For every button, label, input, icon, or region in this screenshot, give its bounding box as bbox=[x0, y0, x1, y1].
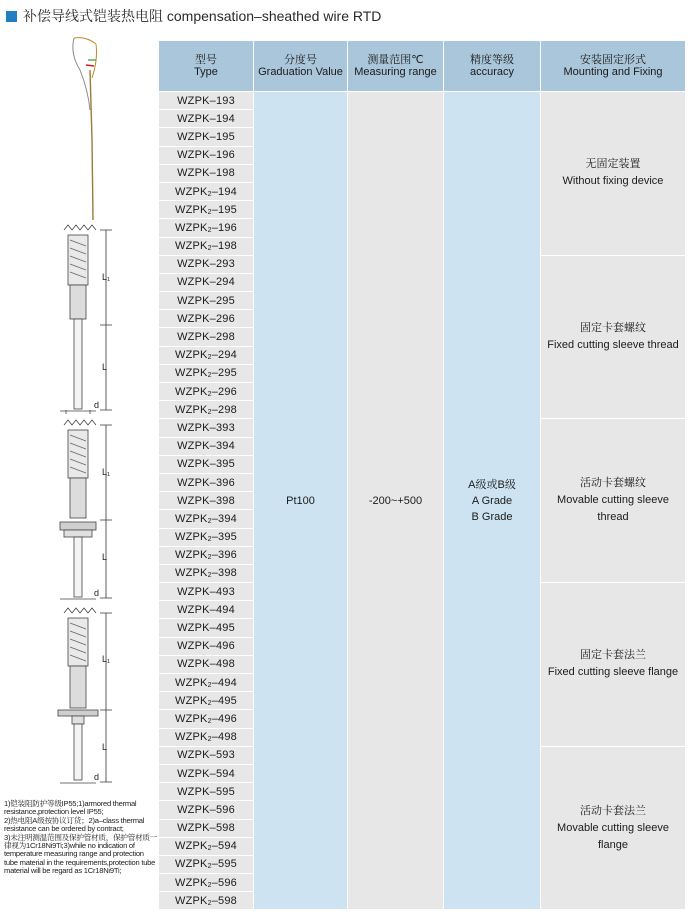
type-cell: WZPK–293 bbox=[159, 255, 254, 273]
header-type: 型号 Type bbox=[159, 41, 254, 92]
type-cell: $WZPK_2-594$ bbox=[159, 837, 254, 855]
footnote-3: 3)未注明测温范围及保护管材质，保护管材质一律视为1Cr18Ni9Ti;3)while no indication of temperature measuring range and protection tube material in the requirements,protection tube material will be regard as 1Cr18Ni9Ti; bbox=[4, 832, 158, 876]
type-cell: $WZPK_2-596$ bbox=[159, 874, 254, 892]
type-cell: $WZPK_2-598$ bbox=[159, 892, 254, 910]
drawing2-d-label: d bbox=[94, 400, 100, 410]
mounting-cell bbox=[541, 255, 686, 419]
range-cell: -200~+500 bbox=[348, 92, 444, 910]
drawing-no-fixing bbox=[60, 225, 112, 414]
accuracy-cn: A级或B级 bbox=[468, 478, 516, 491]
drawing3-l-label: L bbox=[102, 552, 108, 562]
drawing-wire-rtd bbox=[73, 38, 97, 220]
header-mounting: 安装固定形式 Mounting and Fixing bbox=[541, 41, 686, 92]
accuracy-cell bbox=[444, 92, 541, 910]
page-title-text: 补偿导线式铠装热电阻 compensation–sheathed wire RTD bbox=[23, 8, 382, 24]
mounting-cell bbox=[541, 92, 686, 256]
header-range: 测量范围℃ Measuring range bbox=[348, 41, 444, 92]
mounting-en: Without fixing device bbox=[562, 175, 664, 188]
type-cell: WZPK–495 bbox=[159, 619, 254, 637]
type-cell: WZPK–394 bbox=[159, 437, 254, 455]
mounting-cell bbox=[541, 746, 686, 910]
type-cell: WZPK–295 bbox=[159, 292, 254, 310]
footnote-2: 2)热电阻A级按协议订货；2)a–class thermal resistance can be ordered by contract; bbox=[4, 815, 145, 834]
type-cell: WZPK–598 bbox=[159, 819, 254, 837]
type-cell: $WZPK_2-195$ bbox=[159, 201, 254, 219]
type-cell: WZPK–596 bbox=[159, 801, 254, 819]
type-cell: WZPK–498 bbox=[159, 655, 254, 673]
mounting-cn: 固定卡套法兰 bbox=[580, 649, 646, 662]
type-cell: $WZPK_2-498$ bbox=[159, 728, 254, 746]
type-cell: $WZPK_2-294$ bbox=[159, 346, 254, 364]
type-cell: $WZPK_2-196$ bbox=[159, 219, 254, 237]
type-cell: $WZPK_2-394$ bbox=[159, 510, 254, 528]
type-cell: $WZPK_2-298$ bbox=[159, 401, 254, 419]
page-title bbox=[6, 6, 381, 26]
mounting-cn: 活动卡套法兰 bbox=[580, 804, 646, 817]
mounting-cn: 无固定装置 bbox=[585, 158, 641, 171]
type-cell: $WZPK_2-396$ bbox=[159, 546, 254, 564]
drawing2-l1-label: L₁ bbox=[102, 272, 111, 282]
type-cell: WZPK–196 bbox=[159, 146, 254, 164]
table-row bbox=[159, 92, 686, 110]
drawing-fixed-thread bbox=[60, 420, 112, 599]
footnote-1: 1)铠装阻防护等级IP55;1)armored thermal resistance,protection level IP55; bbox=[4, 799, 137, 817]
type-cell: $WZPK_2-496$ bbox=[159, 710, 254, 728]
drawing2-l-label: L bbox=[102, 362, 108, 372]
drawing-flange bbox=[58, 608, 112, 783]
title-square-icon bbox=[6, 11, 17, 22]
drawing4-d-label: d bbox=[94, 772, 100, 782]
type-cell: WZPK–398 bbox=[159, 492, 254, 510]
type-cell: WZPK–298 bbox=[159, 328, 254, 346]
type-cell: $WZPK_2-595$ bbox=[159, 855, 254, 873]
spec-table bbox=[158, 40, 686, 910]
type-cell: WZPK–198 bbox=[159, 164, 254, 182]
mounting-en: Fixed cutting sleeve flange bbox=[547, 666, 679, 679]
type-cell: $WZPK_2-198$ bbox=[159, 237, 254, 255]
mounting-en: Fixed cutting sleeve thread bbox=[547, 339, 679, 352]
rtd-drawings bbox=[0, 30, 158, 790]
type-cell: WZPK–496 bbox=[159, 637, 254, 655]
type-cell: $WZPK_2-194$ bbox=[159, 182, 254, 200]
type-cell: WZPK–296 bbox=[159, 310, 254, 328]
footnotes bbox=[4, 800, 158, 876]
type-cell: WZPK–595 bbox=[159, 783, 254, 801]
type-cell: $WZPK_2-495$ bbox=[159, 692, 254, 710]
type-cell: WZPK–395 bbox=[159, 455, 254, 473]
type-cell: $WZPK_2-295$ bbox=[159, 364, 254, 382]
header-graduation: 分度号 Graduation Value bbox=[254, 41, 348, 92]
type-cell: WZPK–494 bbox=[159, 601, 254, 619]
type-cell: $WZPK_2-494$ bbox=[159, 674, 254, 692]
drawing4-l1-label: L₁ bbox=[102, 654, 111, 664]
type-cell: WZPK–396 bbox=[159, 473, 254, 491]
type-cell: $WZPK_2-395$ bbox=[159, 528, 254, 546]
accuracy-line2: B Grade bbox=[471, 510, 513, 523]
graduation-cell: Pt100 bbox=[254, 92, 348, 910]
mounting-cn: 活动卡套螺纹 bbox=[580, 477, 646, 490]
drawing4-l-label: L bbox=[102, 742, 108, 752]
drawing3-l1-label: L₁ bbox=[102, 467, 111, 477]
drawing3-d-label: d bbox=[94, 588, 100, 598]
type-cell: WZPK–594 bbox=[159, 764, 254, 782]
accuracy-line1: A Grade bbox=[471, 494, 513, 507]
type-cell: $WZPK_2-296$ bbox=[159, 383, 254, 401]
mounting-cell bbox=[541, 419, 686, 583]
type-cell: WZPK–593 bbox=[159, 746, 254, 764]
table-header-row bbox=[159, 41, 686, 92]
type-cell: WZPK–393 bbox=[159, 419, 254, 437]
mounting-en: Movable cutting sleeve thread bbox=[557, 494, 669, 524]
type-cell: WZPK–493 bbox=[159, 583, 254, 601]
type-cell: WZPK–193 bbox=[159, 92, 254, 110]
type-cell: WZPK–194 bbox=[159, 110, 254, 128]
mounting-en: Movable cutting sleeve flange bbox=[557, 821, 669, 851]
type-cell: WZPK–195 bbox=[159, 128, 254, 146]
mounting-cell bbox=[541, 583, 686, 747]
type-cell: WZPK–294 bbox=[159, 273, 254, 291]
type-cell: $WZPK_2-398$ bbox=[159, 564, 254, 582]
mounting-cn: 固定卡套螺纹 bbox=[580, 322, 646, 335]
header-accuracy: 精度等级 accuracy bbox=[444, 41, 541, 92]
